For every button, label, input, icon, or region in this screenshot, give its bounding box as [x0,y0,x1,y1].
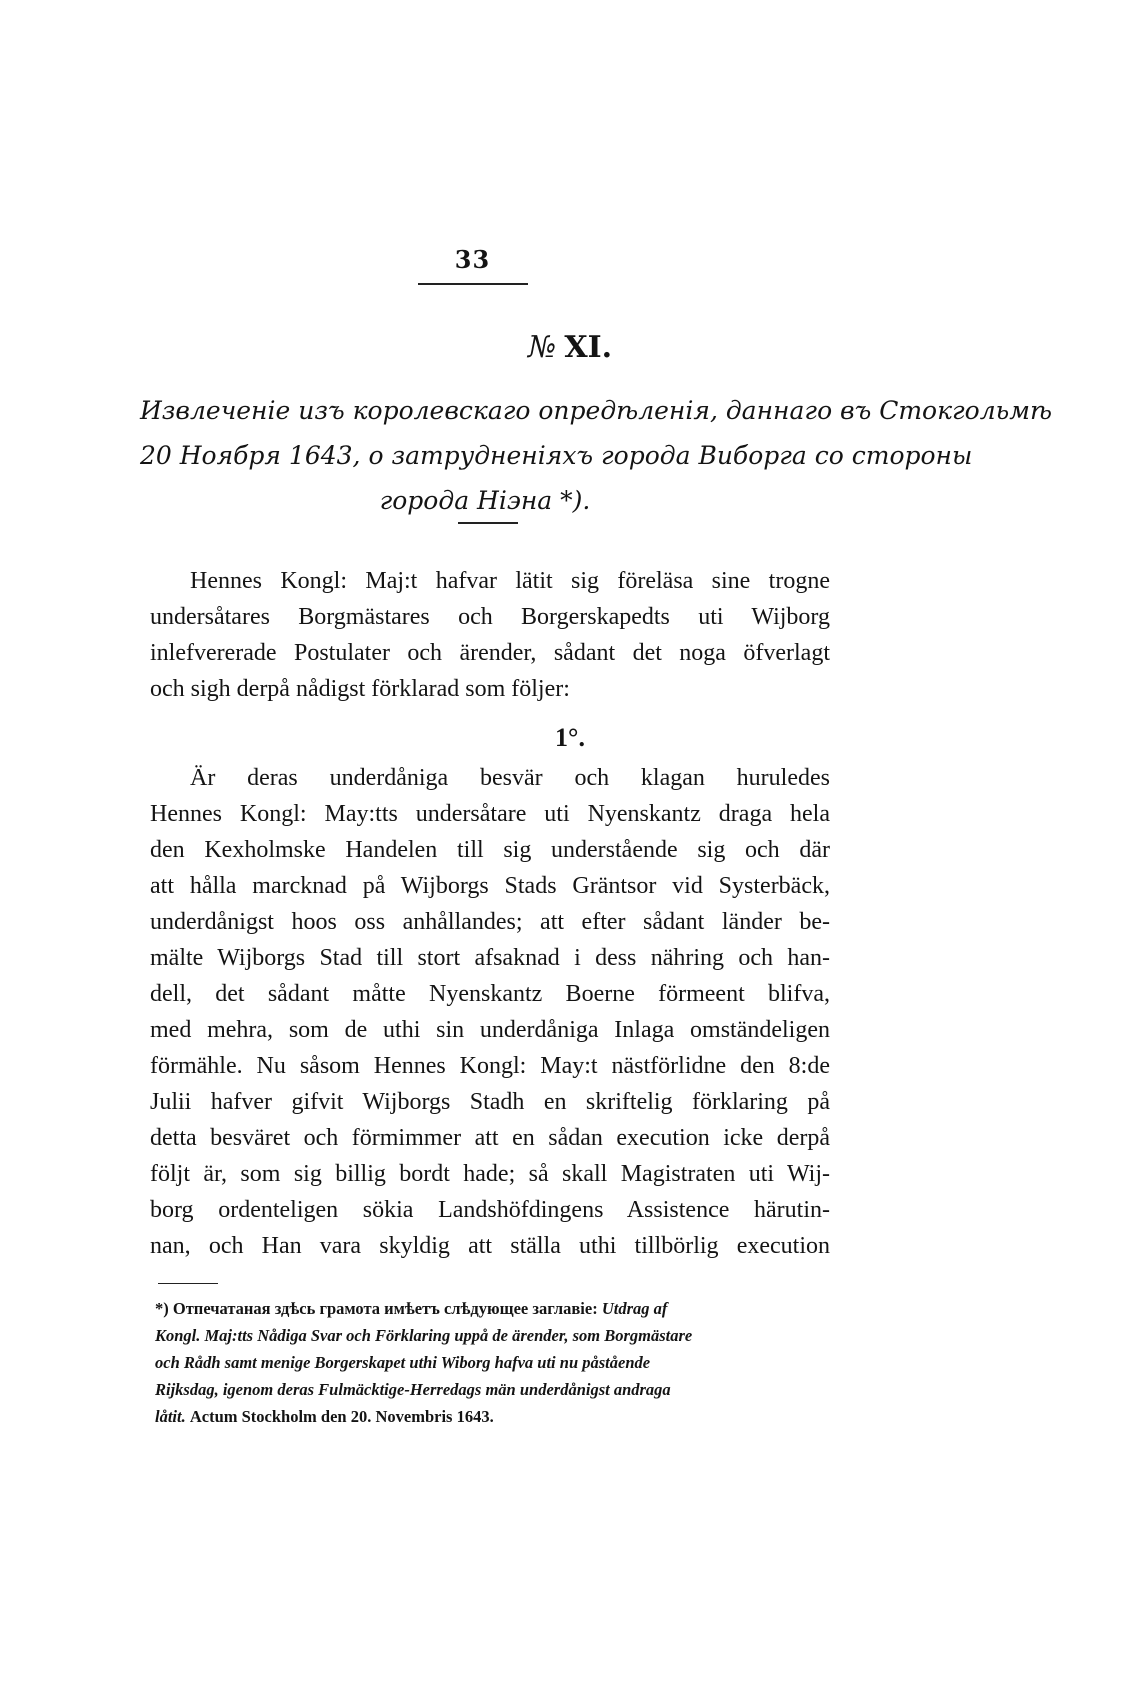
footnote-title-end: låtit. [155,1407,186,1426]
footnote-date: Actum Stockholm den 20. Novembris 1643. [189,1407,494,1426]
section-paragraph [150,760,830,1264]
title-line-3: города Ніэна *). [379,486,591,515]
section-line: följt är, som sig billig bordt hade; så skall Magistraten uti Wij- [150,1161,830,1187]
footnote-line-3: och Rådh samt menige Borgerskapet uthi Wiborg hafva uti nu påstående [155,1353,651,1372]
section-line: Är deras underdåniga besvär och klagan huruledes [190,765,830,791]
footnote-line-1 [155,1295,820,1322]
intro-line: undersåtares Borgmästares och Borgerskapedts uti Wijborg [150,604,830,630]
footnote-line-4: Rijksdag, igenom deras Fulmäcktige-Herredags män underdånigst andraga [155,1380,671,1399]
footnote [155,1295,820,1430]
number-sign: № [527,330,557,365]
page-number-rule [418,283,528,285]
section-line: underdånigst hoos oss anhållandes; att efter sådant länder be- [150,909,830,935]
section-heading: 1°. [555,723,585,752]
russian-title [140,388,1053,523]
title-line-1: Извлеченіе изъ королевскаго опредѣленія, даннаго въ Стокгольмѣ [140,396,1053,425]
section-line: Hennes Kongl: May:tts undersåtare uti Nyenskantz draga hela [150,801,830,827]
footnote-divider [158,1283,218,1284]
section-line: den Kexholmske Handelen till sig understående sig och där [150,837,830,863]
section-line: borg ordenteligen sökia Landshöfdingens Assistence härutin- [150,1197,830,1223]
section-line: med mehra, som de uthi sin underdåniga Inlaga omständeligen [150,1017,830,1043]
footnote-title-start: Utdrag af [601,1299,668,1318]
intro-line: inlefvererade Postulater och ärender, sådant det noga öfverlagt [150,640,830,666]
footnote-line-5 [155,1403,820,1430]
footnote-line-2: Kongl. Maj:tts Nådiga Svar och Förklaring uppå de ärender, som Borgmästare [155,1326,693,1345]
title-line-2: 20 Ноября 1643, о затрудненіяхъ города Виборга со стороны [140,441,973,470]
document-number [0,330,1140,365]
intro-line: och sigh derpå nådigst förklarad som följer: [150,676,570,702]
roman-numeral: XI. [564,330,613,365]
intro-line: Hennes Kongl: Maj:t hafvar lätit sig föreläsa sine trogne [190,568,830,594]
section-line: nan, och Han vara skyldig att ställa uthi tillbörlig execution [150,1233,830,1259]
title-divider [458,522,518,524]
page-number: 33 [454,245,491,274]
section-line: mälte Wijborgs Stad till stort afsaknad i dess nähring och han- [150,945,830,971]
section-line: att hålla marcknad på Wijborgs Stads Gräntsor vid Systerbäck, [150,873,830,899]
section-line: detta besväret och förmimmer att en sådan execution icke derpå [150,1125,830,1151]
intro-paragraph [150,563,830,707]
footnote-lead: *) Отпечатаная здѣсь грамота имѣетъ слѣдующее заглавіе: [155,1299,598,1318]
section-line: Julii hafver gifvit Wijborgs Stadh en skriftelig förklaring på [150,1089,830,1115]
section-line: förmähle. Nu såsom Hennes Kongl: May:t nästförlidne den 8:de [150,1053,830,1079]
section-line: dell, det sådant måtte Nyenskantz Boerne förmeent blifva, [150,981,830,1007]
